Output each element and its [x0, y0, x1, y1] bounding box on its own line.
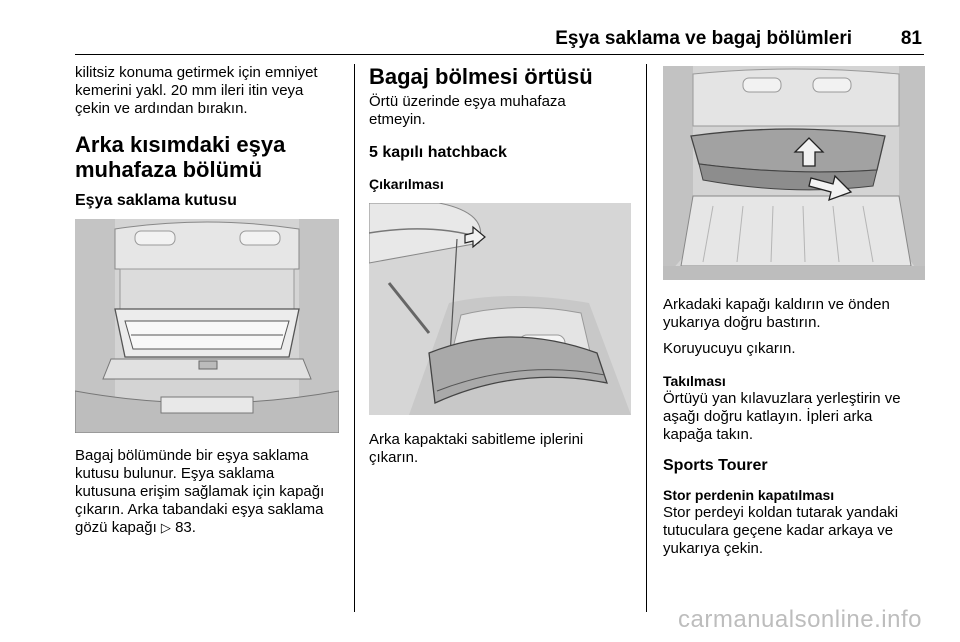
text-line: kutusu bulunur. Eşya saklama — [75, 465, 275, 482]
text-line: kilitsiz konuma getirmek için emniyet — [75, 64, 318, 81]
column-2 — [369, 64, 639, 467]
text-line: kapağa takın. — [663, 426, 754, 443]
model-heading-sports-tourer: Sports Tourer — [663, 457, 768, 474]
text-line: aşağı doğru katlayın. İpleri arka — [663, 408, 873, 425]
text-line: Stor perdeyi koldan tutarak yandaki — [663, 504, 899, 521]
removal-caption — [369, 431, 639, 467]
text-line: kemerini yakl. 20 mm ileri itin veya — [75, 82, 304, 99]
heading-line: muhafaza bölümü — [75, 157, 263, 182]
text-line: gözü kapağı — [75, 519, 157, 536]
text-line: Arka kapaktaki sabitleme iplerini — [369, 431, 584, 448]
header-rule — [75, 54, 924, 55]
cross-reference-triangle-icon: ▷ — [160, 520, 171, 535]
column-3 — [663, 64, 928, 558]
text-line: yukarıya doğru bastırın. — [663, 314, 821, 331]
intro-paragraph — [75, 64, 343, 118]
storage-box-illustration — [75, 219, 339, 433]
text-line: yukarıya çekin. — [663, 540, 764, 557]
text-line: Örtüyü yan kılavuzlara yerleştirin ve — [663, 390, 901, 407]
watermark: carmanualsonline.info — [678, 606, 922, 633]
cross-reference-link[interactable]: 83. — [175, 519, 196, 536]
cover-warning — [369, 93, 639, 129]
tailgate-string-illustration — [369, 203, 631, 415]
blind-closing-instruction — [663, 504, 928, 558]
text-line: Bagaj bölümünde bir eşya saklama — [75, 447, 309, 464]
page-number: 81 — [900, 28, 922, 49]
column-1 — [75, 64, 343, 537]
page-header-title: Eşya saklama ve bagaj bölümleri — [555, 28, 852, 49]
section-heading-cover: Bagaj bölmesi örtüsü — [369, 64, 593, 89]
lift-instruction — [663, 296, 928, 332]
heading-line: Arka kısımdaki eşya — [75, 132, 286, 157]
removal-heading: Çıkarılması — [369, 176, 444, 192]
storage-box-caption — [75, 447, 343, 537]
text-line: çekin ve ardından bırakın. — [75, 100, 248, 117]
section-heading — [75, 132, 343, 182]
blind-closing-heading: Stor perdenin kapatılması — [663, 487, 835, 503]
text-line: çıkarın. — [369, 449, 419, 466]
cover-lift-illustration — [663, 66, 925, 280]
install-heading: Takılması — [663, 373, 726, 389]
install-instruction — [663, 390, 928, 444]
text-line: tutuculara geçene kadar arkaya ve — [663, 522, 894, 539]
column-divider-left — [354, 64, 355, 612]
text-line: etmeyin. — [369, 111, 426, 128]
column-divider-right — [646, 64, 647, 612]
model-heading-hatchback: 5 kapılı hatchback — [369, 144, 507, 161]
text-line: Örtü üzerinde eşya muhafaza — [369, 93, 566, 110]
text-line: Arkadaki kapağı kaldırın ve önden — [663, 296, 890, 313]
text-line: kutusuna erişim sağlamak için kapağı — [75, 483, 325, 500]
text-line: çıkarın. Arka tabandaki eşya saklama — [75, 501, 324, 518]
subheading-storage-box: Eşya saklama kutusu — [75, 192, 237, 209]
remove-protector-instruction: Koruyucuyu çıkarın. — [663, 340, 796, 357]
